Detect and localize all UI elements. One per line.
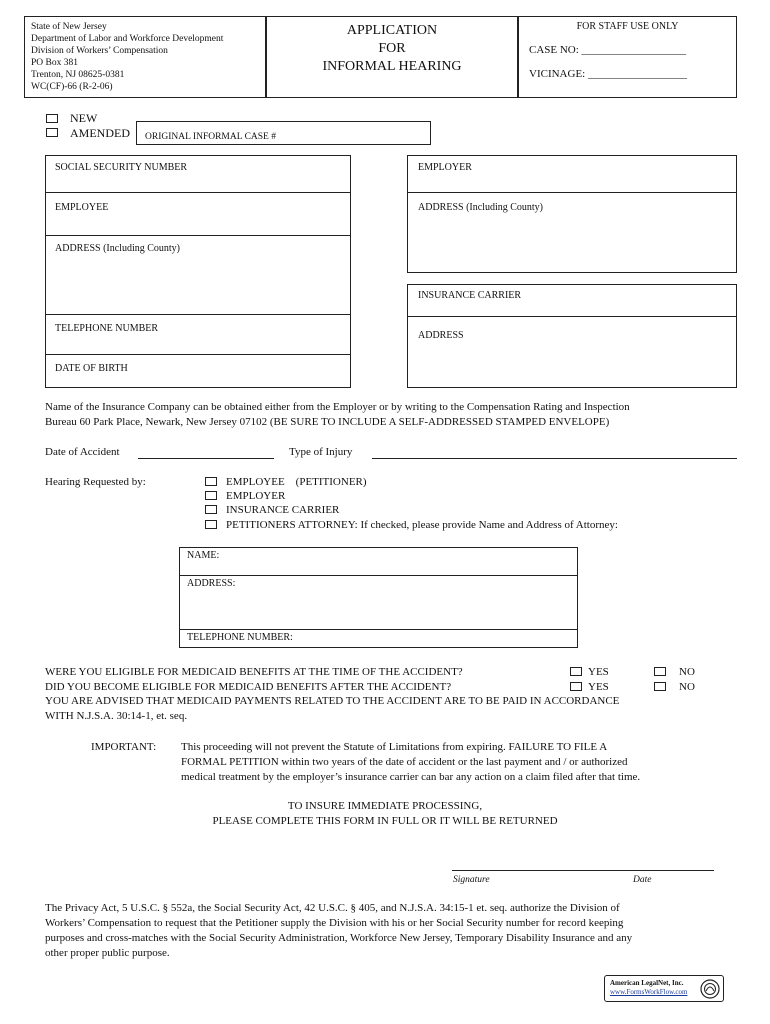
signature-label: Signature	[453, 875, 490, 885]
medicaid-advisory: YOU ARE ADVISED THAT MEDICAID PAYMENTS RELATED TO THE ACCIDENT ARE TO BE PAID IN ACCORDANCE	[45, 695, 620, 707]
important-text: medical treatment by the employer’s insurance carrier can bar any action on a claim filed after that time.	[181, 771, 641, 783]
original-case-field[interactable]	[136, 121, 431, 145]
medicaid-advisory: WITH N.J.S.A. 30:14-1, et. seq.	[45, 710, 188, 722]
field-divider	[179, 629, 578, 630]
no-label: NO	[679, 681, 695, 693]
employee-field[interactable]: EMPLOYEE	[55, 202, 109, 213]
medicaid-q2-yes-checkbox[interactable]	[570, 682, 582, 691]
attorney-address-field[interactable]: ADDRESS:	[187, 578, 236, 589]
date-label: Date	[633, 875, 652, 885]
no-label: NO	[679, 666, 695, 678]
processing-notice: PLEASE COMPLETE THIS FORM IN FULL OR IT WILL BE RETURNED	[212, 815, 558, 827]
medicaid-question: DID YOU BECOME ELIGIBLE FOR MEDICAID BENEFITS AFTER THE ACCIDENT?	[45, 681, 452, 693]
privacy-text: The Privacy Act, 5 U.S.C. § 552a, the Social Security Act, 42 U.S.C. § 405, and N.J.S.A. 34:15-1 et. seq. authorize the Division of	[45, 902, 620, 914]
type-of-injury-input[interactable]	[372, 458, 737, 459]
insurance-note-line: Bureau 60 Park Place, Newark, New Jersey 07102 (BE SURE TO INCLUDE A SELF-ADDRESSED STAMPED ENVELOPE)	[45, 416, 610, 428]
date-of-accident-input[interactable]	[138, 458, 274, 459]
form-title-line: FOR	[378, 41, 406, 56]
signature-line[interactable]	[452, 870, 714, 871]
ssn-field[interactable]: SOCIAL SECURITY NUMBER	[55, 162, 188, 173]
field-divider	[179, 575, 578, 576]
brand-seal-icon	[700, 979, 720, 999]
medicaid-question: WERE YOU ELIGIBLE FOR MEDICAID BENEFITS AT THE TIME OF THE ACCIDENT?	[45, 666, 463, 678]
privacy-text: Workers’ Compensation to request that the Petitioner supply the Division with his or her Social Security number for record keeping	[45, 917, 624, 929]
field-divider	[45, 354, 351, 355]
important-text: FORMAL PETITION within two years of the date of accident or the last payment and / or authorized	[181, 756, 628, 768]
type-of-injury-label: Type of Injury	[289, 446, 353, 458]
hearing-option-label: INSURANCE CARRIER	[226, 504, 340, 516]
field-divider	[45, 192, 351, 193]
telephone-field[interactable]: TELEPHONE NUMBER	[55, 323, 159, 334]
attorney-name-field[interactable]: NAME:	[187, 550, 220, 561]
medicaid-q1-yes-checkbox[interactable]	[570, 667, 582, 676]
insurance-carrier-checkbox[interactable]	[205, 505, 217, 514]
field-divider	[45, 235, 351, 236]
petitioners-attorney-checkbox[interactable]	[205, 520, 217, 529]
agency-line: Division of Workers’ Compensation	[31, 46, 168, 56]
employee-petitioner-checkbox[interactable]	[205, 477, 217, 486]
privacy-text: purposes and cross-matches with the Social Security Administration, Workforce New Jersey, Temporary Disability Insurance and any	[45, 932, 633, 944]
hearing-option-label: EMPLOYEE (PETITIONER)	[226, 476, 367, 488]
processing-notice: TO INSURE IMMEDIATE PROCESSING,	[287, 800, 483, 812]
attorney-telephone-field[interactable]: TELEPHONE NUMBER:	[187, 632, 293, 643]
agency-box	[24, 16, 266, 98]
yes-label: YES	[588, 666, 609, 678]
new-label: NEW	[70, 111, 98, 125]
employer-field[interactable]: EMPLOYER	[418, 162, 472, 173]
yes-label: YES	[588, 681, 609, 693]
field-divider	[407, 192, 737, 193]
title-box	[266, 16, 518, 98]
agency-line: PO Box 381	[31, 58, 78, 68]
brand-badge	[604, 975, 724, 1002]
amended-checkbox[interactable]	[46, 128, 58, 137]
staff-use-box	[518, 16, 737, 98]
agency-line: State of New Jersey	[31, 22, 107, 32]
staff-use-heading: FOR STAFF USE ONLY	[576, 21, 679, 32]
important-text: This proceeding will not prevent the Statute of Limitations from expiring. FAILURE TO FILE A	[181, 741, 608, 753]
privacy-text: other proper public purpose.	[45, 947, 170, 959]
medicaid-q1-no-checkbox[interactable]	[654, 667, 666, 676]
vicinage-field[interactable]: VICINAGE: __________________	[529, 68, 687, 80]
insurance-note-line: Name of the Insurance Company can be obtained either from the Employer or by writing to the Compensation Rating and Inspection	[45, 401, 630, 413]
insurance-carrier-field[interactable]: INSURANCE CARRIER	[418, 290, 522, 301]
dob-field[interactable]: DATE OF BIRTH	[55, 363, 128, 374]
hearing-requested-label: Hearing Requested by:	[45, 476, 146, 488]
form-title-line: APPLICATION	[346, 23, 438, 38]
employer-checkbox[interactable]	[205, 491, 217, 500]
amended-label: AMENDED	[70, 126, 130, 140]
form-title-line: INFORMAL HEARING	[322, 59, 462, 74]
important-label: IMPORTANT:	[91, 741, 157, 753]
medicaid-q2-no-checkbox[interactable]	[654, 682, 666, 691]
case-no-field[interactable]: CASE NO: ___________________	[529, 44, 687, 56]
date-of-accident-label: Date of Accident	[45, 446, 120, 458]
employer-address-field[interactable]: ADDRESS (Including County)	[418, 202, 543, 213]
original-case-label: ORIGINAL INFORMAL CASE #	[145, 132, 276, 142]
hearing-option-label: PETITIONERS ATTORNEY: If checked, please provide Name and Address of Attorney:	[226, 519, 618, 531]
agency-line: Department of Labor and Workforce Development	[31, 34, 224, 44]
brand-name: American LegalNet, Inc.	[610, 979, 684, 987]
field-divider	[407, 316, 737, 317]
field-divider	[45, 314, 351, 315]
hearing-option-label: EMPLOYER	[226, 490, 286, 502]
form-number: WC(CF)-66 (R-2-06)	[31, 82, 113, 92]
agency-line: Trenton, NJ 08625-0381	[31, 70, 125, 80]
new-checkbox[interactable]	[46, 114, 58, 123]
brand-url[interactable]: www.FormsWorkFlow.com	[610, 988, 688, 996]
employee-address-field[interactable]: ADDRESS (Including County)	[55, 243, 180, 254]
carrier-address-field[interactable]: ADDRESS	[418, 330, 464, 341]
